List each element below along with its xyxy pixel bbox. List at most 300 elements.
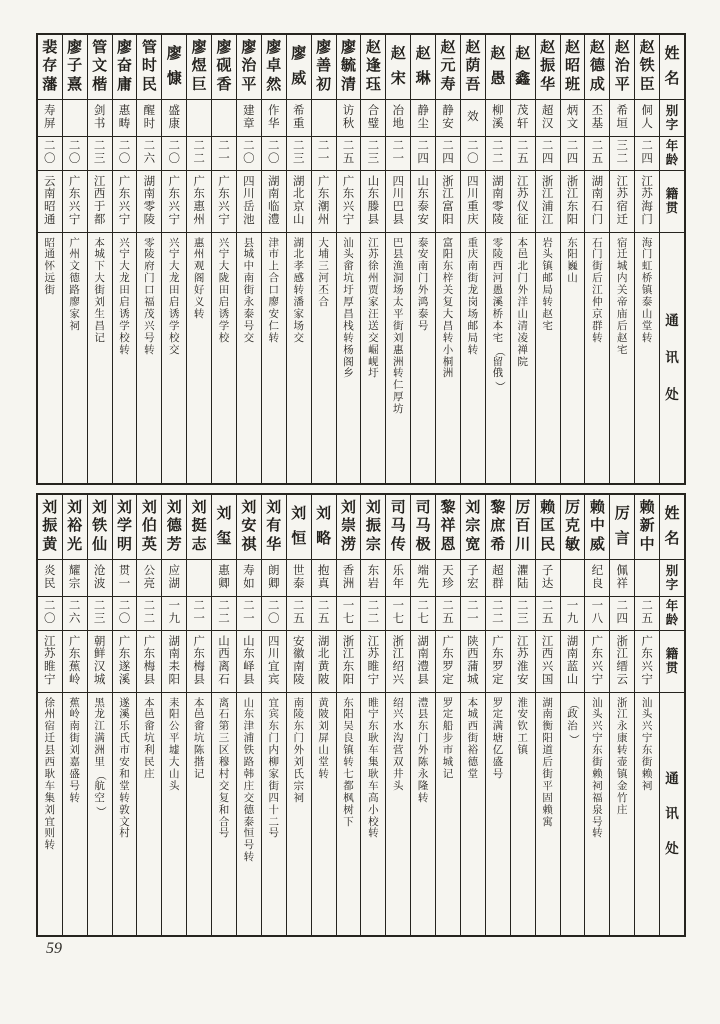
char: 阳 bbox=[442, 213, 454, 226]
entry-age bbox=[262, 596, 286, 630]
char: 二 bbox=[516, 140, 529, 153]
char: 江 bbox=[616, 648, 629, 661]
entry-age bbox=[561, 596, 585, 630]
entry-name bbox=[536, 495, 560, 559]
char: 三 bbox=[367, 153, 380, 165]
char: 宁 bbox=[168, 213, 180, 226]
char: 廖 bbox=[316, 40, 332, 57]
char: 兴 bbox=[641, 721, 653, 733]
char: 枫 bbox=[343, 792, 354, 804]
char: 三 bbox=[616, 140, 629, 153]
char: 路 bbox=[69, 285, 80, 297]
char: 挺 bbox=[191, 518, 207, 535]
char: 帝 bbox=[617, 297, 628, 309]
char: 东 bbox=[368, 721, 379, 733]
char: 二 bbox=[268, 600, 280, 613]
char: 街 bbox=[243, 285, 255, 297]
char: 寿 bbox=[440, 76, 456, 93]
char: 砚 bbox=[216, 58, 232, 75]
entry-column bbox=[461, 35, 486, 483]
char: 凌 bbox=[517, 332, 528, 344]
char: 场 bbox=[293, 320, 304, 332]
entry-address bbox=[88, 692, 112, 935]
char: 时 bbox=[141, 58, 157, 75]
char: 场 bbox=[393, 285, 404, 297]
char: 村 bbox=[119, 828, 130, 840]
entry-column bbox=[411, 35, 436, 483]
char: 二 bbox=[193, 153, 205, 165]
char: 诱 bbox=[119, 308, 130, 320]
char: 刘 bbox=[166, 500, 182, 517]
char: 庆 bbox=[467, 213, 479, 226]
char: 广 bbox=[641, 635, 653, 648]
char: 蕉 bbox=[69, 697, 80, 709]
char: 赵 bbox=[542, 308, 553, 320]
char: 惠 bbox=[193, 237, 205, 249]
char: 车 bbox=[368, 745, 379, 757]
char: 一 bbox=[168, 600, 180, 613]
char: 百 bbox=[515, 518, 531, 535]
char: 仙 bbox=[92, 536, 108, 553]
roster-table-lower bbox=[36, 493, 686, 937]
char: 治 bbox=[241, 58, 257, 75]
char: 罗 bbox=[492, 661, 504, 673]
char: 垣 bbox=[616, 117, 629, 130]
char: 南 bbox=[69, 721, 80, 733]
entry-name bbox=[386, 35, 410, 99]
char: 耿 bbox=[368, 733, 379, 745]
char: 山 bbox=[517, 308, 528, 320]
char: 司 bbox=[415, 500, 431, 517]
char: 贯 bbox=[665, 661, 679, 675]
char: 二 bbox=[616, 153, 629, 165]
char: 群 bbox=[492, 577, 504, 590]
entry-column bbox=[436, 35, 461, 483]
entry-name bbox=[585, 35, 609, 99]
char: 泰 bbox=[243, 308, 255, 320]
char: 姓 bbox=[664, 46, 680, 63]
char: 兴 bbox=[118, 201, 131, 213]
entry-column bbox=[610, 495, 635, 935]
entry-zi bbox=[337, 99, 361, 136]
char: 汉 bbox=[541, 117, 554, 130]
char: 门 bbox=[591, 213, 604, 226]
entry-address bbox=[386, 692, 410, 935]
char: 合 bbox=[367, 104, 380, 117]
entry-address bbox=[635, 692, 659, 935]
char: 东 bbox=[417, 721, 429, 733]
char: 蕉 bbox=[68, 661, 81, 673]
char: 绍 bbox=[393, 697, 404, 709]
char: 廖 bbox=[266, 40, 282, 57]
char: 沟 bbox=[393, 733, 404, 745]
char: 县 bbox=[193, 673, 205, 686]
char: 宾 bbox=[268, 673, 280, 686]
entry-name bbox=[212, 495, 236, 559]
char: 德 bbox=[589, 58, 605, 75]
entry-origin bbox=[212, 170, 236, 232]
entry-age bbox=[461, 596, 485, 630]
char: 公 bbox=[168, 721, 180, 733]
char: 〇 bbox=[243, 153, 255, 165]
char: 兴 bbox=[218, 201, 230, 213]
char: 场 bbox=[467, 308, 479, 320]
char: 门 bbox=[517, 273, 528, 285]
char: 镇 bbox=[641, 285, 653, 297]
char: 〇 bbox=[268, 153, 280, 165]
char: 街 bbox=[467, 733, 479, 745]
char: 堂 bbox=[318, 757, 329, 769]
char: 堂 bbox=[641, 320, 653, 332]
char: 二 bbox=[442, 140, 454, 153]
char: 敦 bbox=[119, 804, 130, 816]
char: 本 bbox=[467, 697, 479, 709]
char: 转 bbox=[243, 852, 255, 864]
char: 仲 bbox=[592, 297, 603, 309]
char: 卿 bbox=[268, 577, 280, 590]
entry-column bbox=[38, 35, 63, 483]
entry-column bbox=[386, 35, 411, 483]
char: 世 bbox=[292, 564, 305, 577]
char: 号 bbox=[417, 320, 429, 332]
char: 宁 bbox=[68, 213, 81, 226]
entry-zi bbox=[113, 559, 137, 596]
entry-age bbox=[635, 596, 659, 630]
char: 民 bbox=[44, 577, 56, 590]
char: 县 bbox=[392, 213, 404, 226]
char: 四 bbox=[467, 175, 479, 188]
char: 宁 bbox=[592, 733, 603, 745]
char: 通 bbox=[44, 249, 56, 261]
char: 圩 bbox=[368, 368, 379, 380]
char: 县 bbox=[393, 249, 404, 261]
char: 中 bbox=[243, 261, 255, 273]
char: 泰 bbox=[641, 297, 653, 309]
entry-zi bbox=[610, 99, 634, 136]
char: 湖 bbox=[143, 175, 156, 188]
char: 巨 bbox=[191, 76, 207, 93]
char: 树 bbox=[343, 804, 354, 816]
entry-column bbox=[610, 35, 635, 483]
char: 转 bbox=[193, 308, 205, 320]
char: 南 bbox=[591, 188, 604, 201]
char: 通 bbox=[665, 312, 679, 328]
char: 永 bbox=[617, 721, 628, 733]
char: 楷 bbox=[92, 76, 108, 93]
char: 二 bbox=[93, 140, 106, 153]
char: 校 bbox=[168, 332, 180, 344]
char: 街 bbox=[641, 757, 653, 769]
entry-age bbox=[212, 136, 236, 170]
char: 赵 bbox=[639, 40, 655, 57]
char: 集 bbox=[44, 792, 56, 804]
char: 崇 bbox=[340, 518, 356, 535]
char: 山 bbox=[417, 175, 429, 188]
entry-address bbox=[610, 692, 634, 935]
entry-zi bbox=[88, 559, 112, 596]
entry-name bbox=[635, 35, 659, 99]
char: 定 bbox=[442, 673, 454, 686]
char: 江 bbox=[541, 635, 554, 648]
char: 苏 bbox=[367, 648, 380, 661]
char: 五 bbox=[641, 613, 653, 625]
char: 刘 bbox=[291, 506, 307, 523]
entry-name bbox=[237, 495, 261, 559]
char: 醒 bbox=[143, 104, 156, 117]
char: 赵 bbox=[589, 40, 605, 57]
entry-name bbox=[536, 35, 560, 99]
entry-origin bbox=[361, 630, 385, 692]
char: 超 bbox=[541, 104, 554, 117]
char: 广 bbox=[492, 635, 504, 648]
char: 字 bbox=[665, 117, 679, 132]
char: 二 bbox=[193, 600, 205, 613]
char: 北 bbox=[517, 261, 528, 273]
char: 口 bbox=[268, 285, 280, 297]
char: 西 bbox=[218, 648, 230, 661]
char: 乡 bbox=[343, 368, 354, 380]
char: 冶 bbox=[392, 104, 404, 117]
char: 街 bbox=[592, 757, 603, 769]
char: 兴 bbox=[68, 201, 81, 213]
char: 徐 bbox=[368, 261, 379, 273]
char: 迁 bbox=[616, 213, 629, 226]
char: 惠 bbox=[393, 344, 404, 356]
entry-zi bbox=[63, 99, 87, 136]
entry-zi bbox=[287, 559, 311, 596]
char: 亿 bbox=[492, 745, 504, 757]
char: 路 bbox=[243, 757, 255, 769]
entry-origin bbox=[312, 630, 336, 692]
char: 阳 bbox=[342, 673, 355, 686]
char: 志 bbox=[191, 536, 207, 553]
char: 南 bbox=[566, 648, 579, 661]
char: 二 bbox=[118, 600, 131, 613]
entry-age bbox=[536, 596, 560, 630]
char: 清 bbox=[340, 76, 356, 93]
char: 溪 bbox=[492, 117, 504, 130]
entry-address bbox=[312, 232, 336, 483]
char: 厉 bbox=[515, 500, 531, 517]
char: 家 bbox=[69, 308, 80, 320]
char: 镇 bbox=[617, 768, 628, 780]
char: 津 bbox=[268, 237, 280, 249]
char: 赖 bbox=[639, 500, 655, 517]
header-age bbox=[660, 596, 684, 630]
char: 梅 bbox=[143, 661, 156, 673]
entry-zi bbox=[486, 559, 510, 596]
char: 县 bbox=[44, 745, 56, 757]
char: 市 bbox=[442, 745, 454, 757]
entry-column bbox=[511, 495, 536, 935]
char: 达 bbox=[541, 577, 554, 590]
char: 崛 bbox=[368, 344, 379, 356]
char: 鑫 bbox=[515, 70, 531, 87]
char: 安 bbox=[516, 673, 529, 686]
char: 石 bbox=[218, 673, 230, 686]
entry-origin bbox=[511, 170, 535, 232]
char: 康 bbox=[617, 733, 628, 745]
char: 田 bbox=[119, 285, 130, 297]
entry-zi bbox=[162, 99, 186, 136]
entry-address bbox=[561, 232, 585, 483]
char: 蓝 bbox=[566, 661, 579, 673]
char: 五 bbox=[516, 153, 529, 165]
char: 东 bbox=[68, 648, 81, 661]
char: 江 bbox=[541, 213, 554, 226]
char: 庄 bbox=[243, 780, 255, 792]
char: 廖 bbox=[241, 40, 257, 57]
entry-address bbox=[585, 232, 609, 483]
entry-address bbox=[162, 692, 186, 935]
char: 三 bbox=[292, 153, 305, 165]
char: 四 bbox=[442, 153, 454, 165]
entry-age bbox=[38, 136, 62, 170]
char: 清 bbox=[517, 320, 528, 332]
char: 隆 bbox=[417, 780, 429, 792]
char: 畲 bbox=[343, 261, 354, 273]
char: 字 bbox=[665, 577, 679, 592]
entry-origin bbox=[187, 170, 211, 232]
char: 交 bbox=[168, 344, 180, 356]
char: 德 bbox=[467, 757, 479, 769]
char: 恩 bbox=[440, 536, 456, 553]
char: 赵 bbox=[490, 46, 506, 63]
char: 安 bbox=[417, 249, 429, 261]
entry-origin bbox=[287, 170, 311, 232]
entry-origin bbox=[635, 630, 659, 692]
char: 口 bbox=[144, 285, 155, 297]
char: 平 bbox=[542, 780, 553, 792]
char: 号 bbox=[492, 768, 504, 780]
char: 转 bbox=[417, 792, 429, 804]
char: 山 bbox=[567, 273, 578, 285]
char: 岭 bbox=[68, 673, 81, 686]
char: 复 bbox=[218, 792, 230, 804]
char: 一 bbox=[342, 600, 355, 613]
char: 头 bbox=[542, 249, 553, 261]
char: 韩 bbox=[243, 768, 255, 780]
char: 邑 bbox=[517, 249, 528, 261]
char: 门 bbox=[641, 249, 653, 261]
entry-address bbox=[436, 692, 460, 935]
char: 石 bbox=[591, 201, 604, 213]
entry-address bbox=[212, 232, 236, 483]
char: 一 bbox=[193, 613, 205, 625]
char: 蒲 bbox=[467, 661, 479, 673]
char: 桥 bbox=[641, 273, 653, 285]
char: 〇 bbox=[44, 153, 56, 165]
entry-zi bbox=[361, 99, 385, 136]
char: 五 bbox=[317, 613, 330, 625]
entry-origin bbox=[436, 170, 460, 232]
char: 车 bbox=[44, 780, 56, 792]
char: 广 bbox=[218, 175, 230, 188]
char: 刘 bbox=[465, 500, 481, 517]
char: 定 bbox=[492, 709, 504, 721]
char: 和 bbox=[119, 768, 130, 780]
entry-name bbox=[585, 495, 609, 559]
char: 集 bbox=[368, 757, 379, 769]
char: 言 bbox=[614, 530, 630, 547]
char: 宁 bbox=[218, 249, 230, 261]
char: 二 bbox=[417, 600, 429, 613]
char: 井 bbox=[393, 768, 404, 780]
char: 廖 bbox=[268, 297, 280, 309]
char: 湖 bbox=[168, 635, 180, 648]
char: 京 bbox=[592, 308, 603, 320]
char: 江 bbox=[516, 635, 529, 648]
char: 城 bbox=[93, 673, 106, 686]
char: 湖 bbox=[317, 635, 330, 648]
char: 吾 bbox=[465, 76, 481, 93]
char: 号 bbox=[592, 816, 603, 828]
char: 四 bbox=[268, 792, 280, 804]
entry-zi bbox=[88, 99, 112, 136]
char: 苏 bbox=[516, 188, 529, 201]
char: 宾 bbox=[268, 709, 280, 721]
char: 年 bbox=[665, 599, 679, 614]
char: 院 bbox=[517, 356, 528, 368]
char: 柳 bbox=[492, 104, 504, 117]
char: 江 bbox=[617, 709, 628, 721]
char: 裴 bbox=[42, 40, 58, 57]
char: 讯 bbox=[665, 806, 679, 822]
char: 大 bbox=[442, 308, 454, 320]
char: 江 bbox=[392, 648, 404, 661]
char: 禅 bbox=[517, 344, 528, 356]
char: 溪 bbox=[118, 673, 131, 686]
char: 门 bbox=[417, 733, 429, 745]
char: 感 bbox=[293, 273, 304, 285]
entry-zi bbox=[386, 559, 410, 596]
entry-column bbox=[635, 35, 660, 483]
char: 一 bbox=[467, 613, 479, 625]
char: 德 bbox=[243, 804, 255, 816]
char: 英 bbox=[141, 536, 157, 553]
char: 大 bbox=[318, 237, 329, 249]
char: 二 bbox=[641, 600, 653, 613]
char: 芳 bbox=[166, 536, 182, 553]
char: 然 bbox=[266, 76, 282, 93]
char: 祠 bbox=[293, 792, 304, 804]
char: 迁 bbox=[44, 733, 56, 745]
char: 耒 bbox=[168, 697, 180, 709]
char: 鲜 bbox=[93, 648, 106, 661]
char: 于 bbox=[93, 201, 106, 213]
char: 堂 bbox=[119, 780, 130, 792]
char: 城 bbox=[467, 673, 479, 686]
char: 厚 bbox=[343, 297, 354, 309]
char: 广 bbox=[193, 635, 205, 648]
page-number: 59 bbox=[46, 940, 62, 957]
char: 后 bbox=[542, 757, 553, 769]
char: 湖 bbox=[566, 635, 579, 648]
char: 岩 bbox=[367, 577, 380, 590]
char: 宁 bbox=[591, 673, 604, 686]
char: 城 bbox=[442, 757, 454, 769]
char: 空 bbox=[94, 792, 105, 804]
char: 敏 bbox=[564, 536, 580, 553]
char: 南 bbox=[467, 261, 479, 273]
entry-age bbox=[137, 136, 161, 170]
char: 里 bbox=[94, 757, 105, 769]
entry-zi bbox=[386, 99, 410, 136]
char: 廖 bbox=[116, 40, 132, 57]
char: 仁 bbox=[393, 380, 404, 392]
char: 潘 bbox=[293, 297, 304, 309]
entry-origin bbox=[386, 630, 410, 692]
